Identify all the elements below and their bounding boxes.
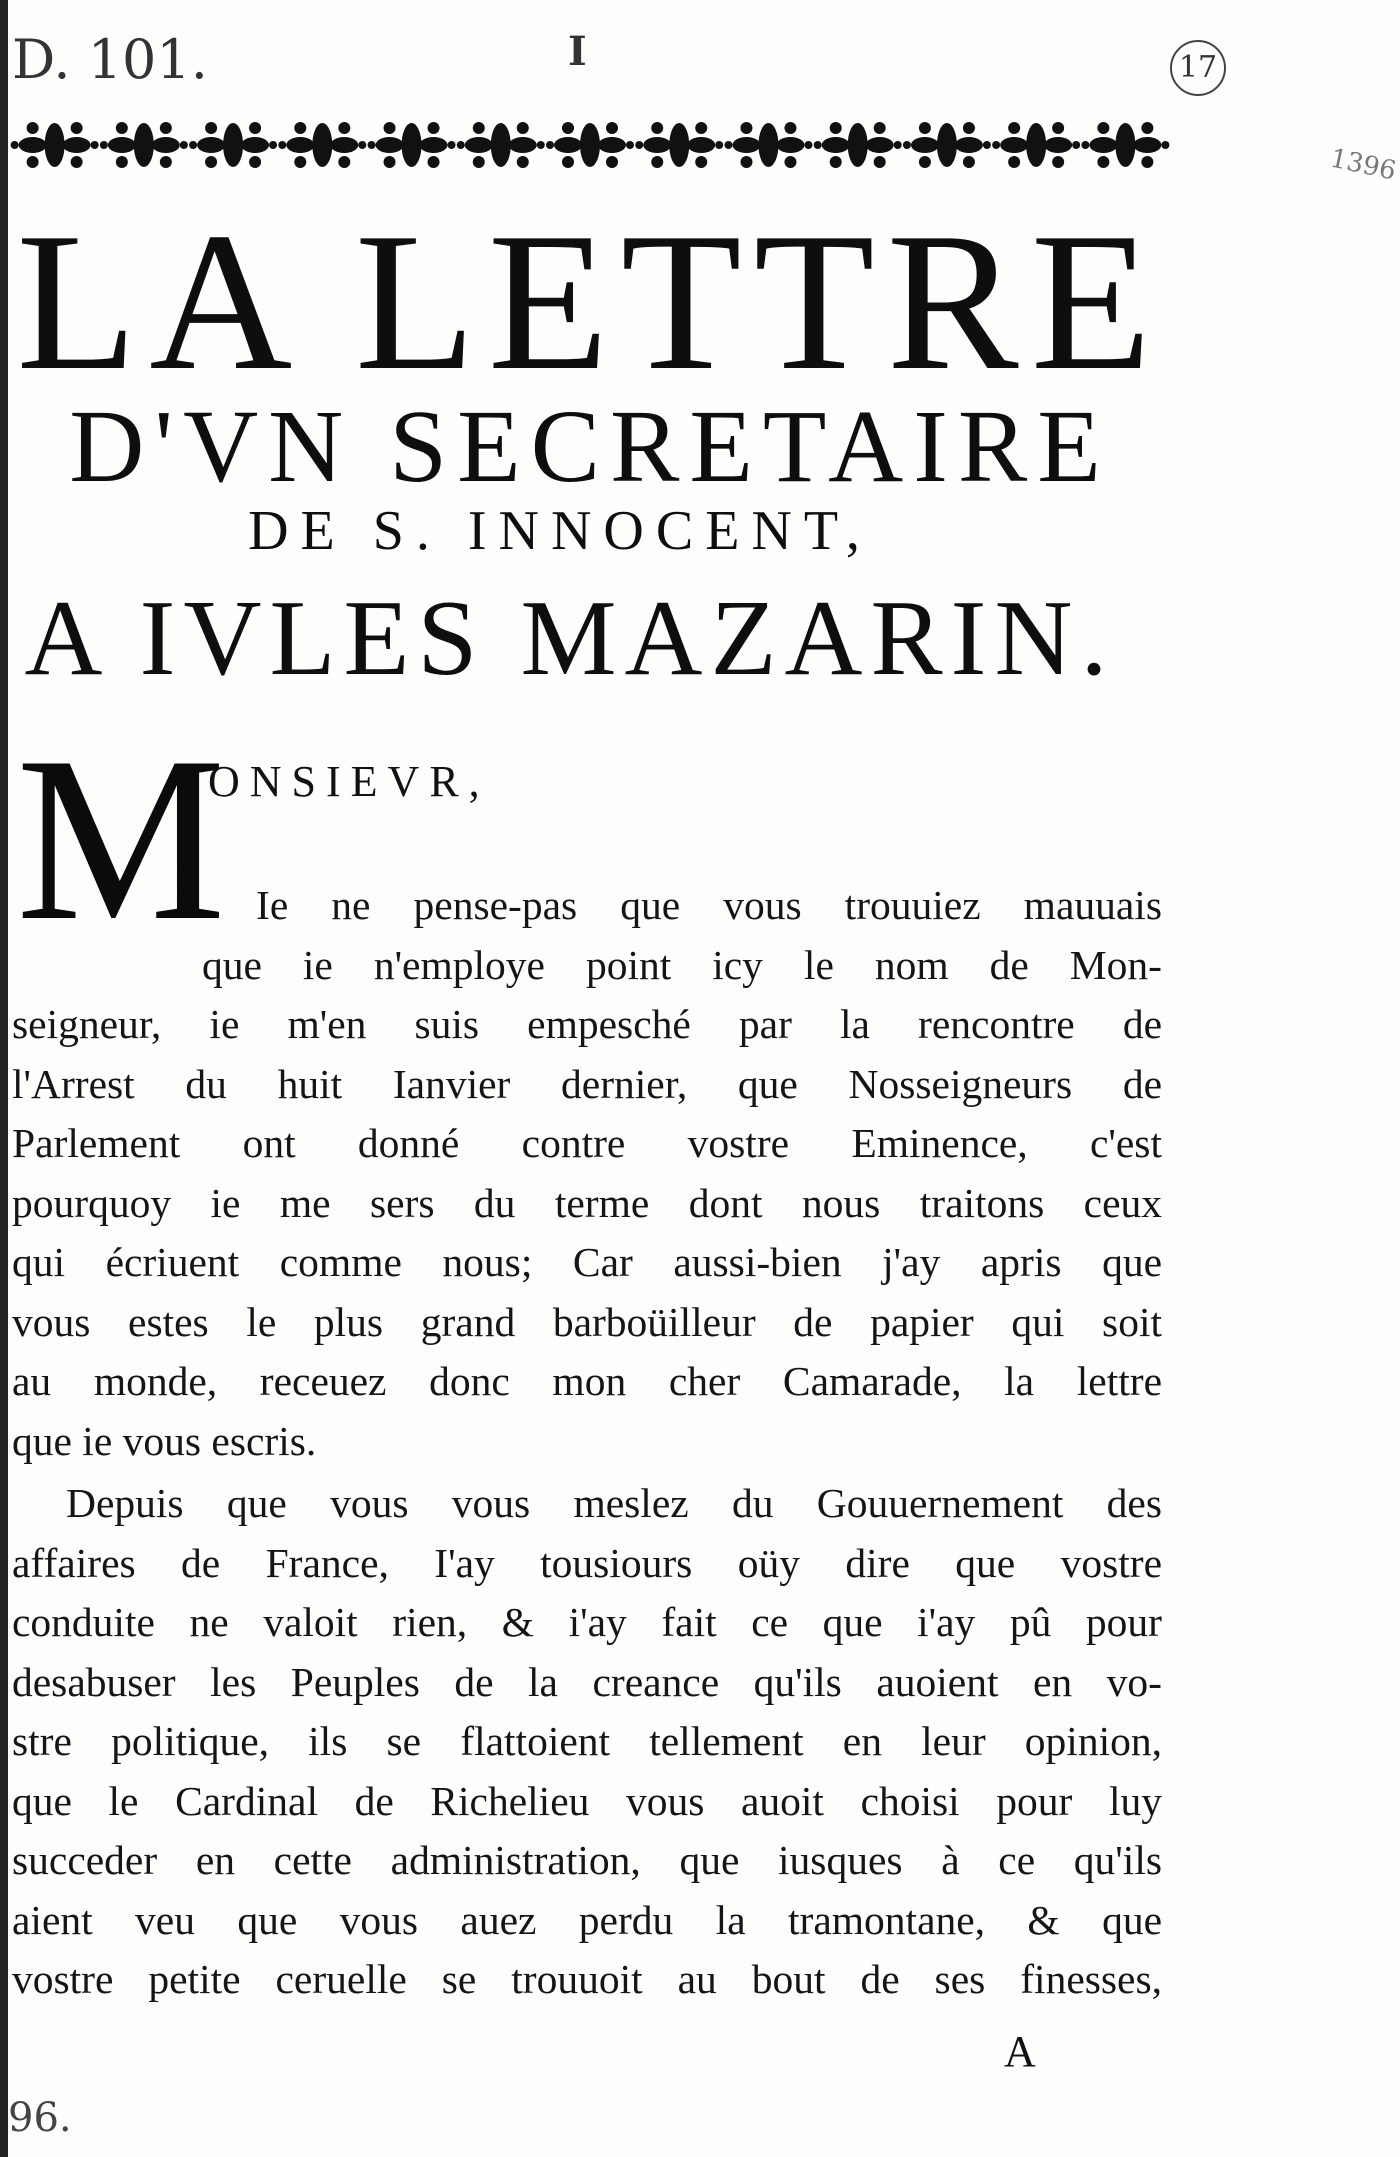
text-line: seigneur, ie m'en suis empesché par la rencontre de (12, 1001, 1162, 1047)
fleuron-icon (992, 122, 1080, 168)
title-line-innocent: DE S. INNOCENT, (248, 500, 872, 562)
paragraph-1 (12, 876, 1162, 1471)
text-line: pourquoy ie me sers du terme dont nous traitons ceux (12, 1179, 1162, 1226)
text-line: Parlement ont donné contre vostre Eminence, c'est (12, 1120, 1162, 1166)
text-line: qui écriuent comme nous; Car aussi-bien j'ay apris que (12, 1239, 1162, 1285)
fleuron-icon (368, 122, 456, 168)
page-numeral: I (568, 28, 587, 75)
fleuron-ornament-band (10, 110, 1170, 180)
text-line: Ie ne pense-pas que vous trouuiez mauuais (256, 882, 1162, 928)
fleuron-icon (11, 122, 99, 168)
fleuron-icon (457, 122, 545, 168)
salutation: ONSIEVR, (208, 757, 490, 806)
folio-stamp: 17 (1170, 40, 1226, 96)
drop-cap: M (16, 709, 226, 970)
fleuron-icon (546, 122, 634, 168)
text-line: aient veu que vous auez perdu la tramontane, & que (12, 1896, 1162, 1943)
title-line-secretaire: D'VN SECRETAIRE (69, 389, 1111, 504)
text-line: au monde, receuez donc mon cher Camarade, la lettre (12, 1358, 1162, 1404)
text-line: conduite ne valoit rien, & i'ay fait ce que i'ay pû pour (12, 1599, 1162, 1645)
text-line: affaires de France, I'ay tousiours oüy dire que vostre (12, 1539, 1162, 1586)
text-line: que ie vous escris. (12, 1417, 317, 1464)
bottom-margin-annotation: 96. (8, 2095, 72, 2141)
fleuron-icon (724, 122, 812, 168)
text-line: succeder en cette administration, que iusques à ce qu'ils (12, 1837, 1162, 1883)
text-line: Depuis que vous vous meslez du Gouuernement des (66, 1480, 1162, 1526)
shelfmark-annotation: D. 101. (12, 28, 208, 91)
margin-number-annotation: 1396 (1327, 143, 1399, 187)
fleuron-row (11, 122, 1170, 168)
fleuron-icon (1081, 122, 1169, 168)
fleuron-icon (814, 122, 902, 168)
fleuron-icon (100, 122, 188, 168)
text-line: stre politique, ils se flattoient tellement en leur opinion, (12, 1718, 1162, 1764)
paragraph-2 (12, 1474, 1162, 2010)
text-line: que ie n'employe point icy le nom de Mon- (202, 941, 1162, 988)
text-line: l'Arrest du huit Ianvier dernier, que Nosseigneurs de (12, 1060, 1162, 1107)
catchword: A (1004, 2027, 1036, 2076)
text-line: vous estes le plus grand barboüilleur de papier qui soit (12, 1298, 1162, 1345)
text-line: desabuser les Peuples de la creance qu'ils auoient en vo- (12, 1658, 1162, 1705)
fleuron-icon (278, 122, 366, 168)
text-line: que le Cardinal de Richelieu vous auoit choisi pour luy (12, 1777, 1162, 1824)
title-line-mazarin: A IVLES MAZARIN. (24, 579, 1116, 698)
fleuron-icon (635, 122, 723, 168)
title-line-la-lettre: LA LETTRE (16, 192, 1164, 411)
fleuron-icon (189, 122, 277, 168)
fleuron-icon (903, 122, 991, 168)
text-line: vostre petite ceruelle se trouuoit au bout de ses finesses, (12, 1956, 1162, 2002)
